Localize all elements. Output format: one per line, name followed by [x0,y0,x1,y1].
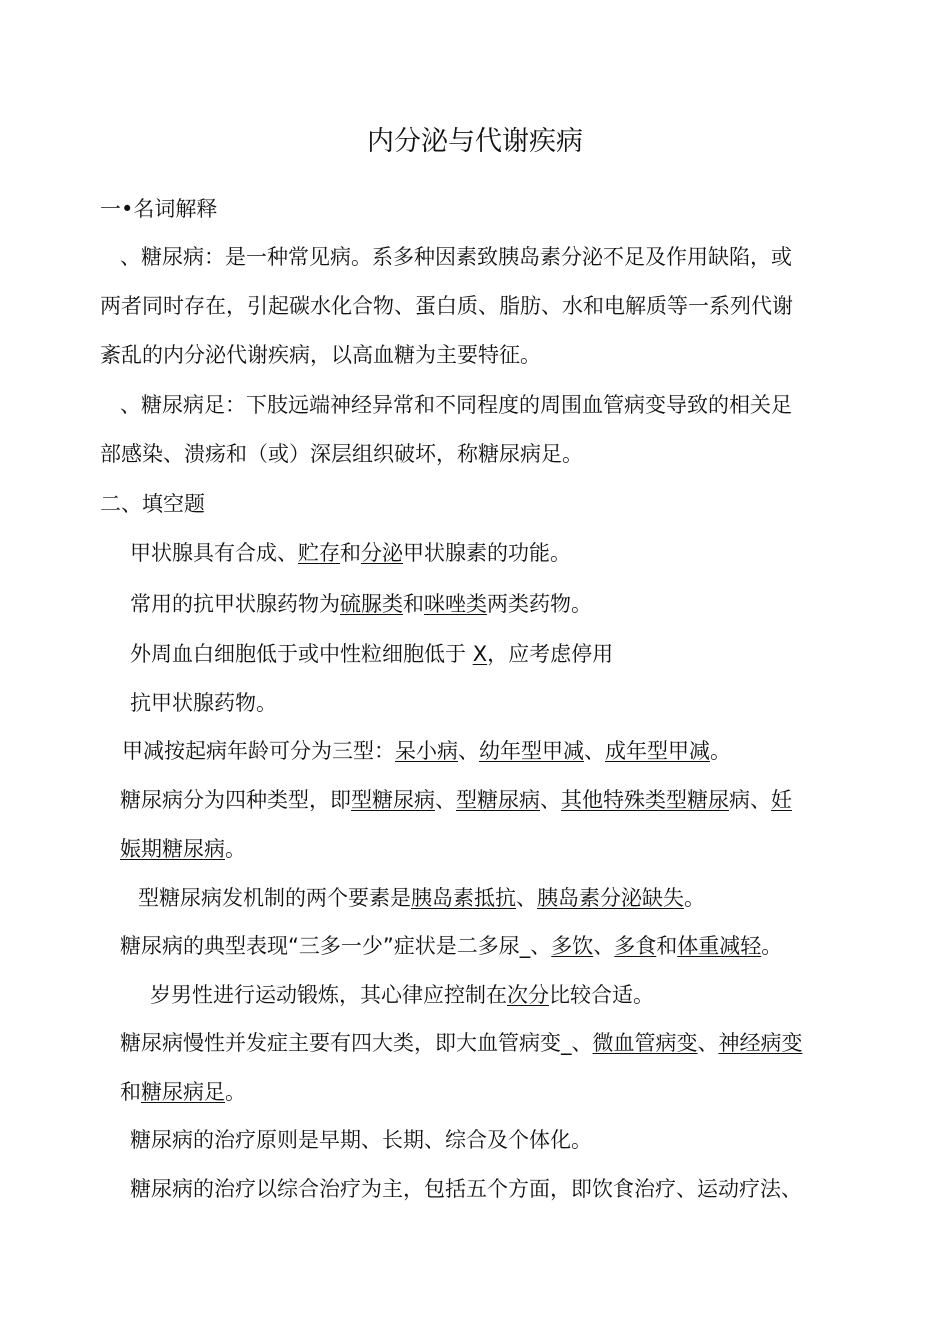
answer-blank: 贮存 [298,541,340,565]
section-heading-definitions: 一•名词解释 [100,197,218,221]
definition-diabetes-line-3: 紊乱的内分泌代谢疾病，以高血糖为主要特征。 [100,343,541,367]
answer-blank: X [472,642,488,666]
question-3-line-2: 抗甲状腺药物。 [130,691,277,715]
answer-blank: 呆小病 [395,739,458,763]
answer-blank: 体重减轻 [677,934,762,958]
page-title: 内分泌与代谢疾病 [367,126,583,157]
definition-diabetes-line-2: 两者同时存在，引起碳水化合物、蛋白质、脂肪、水和电解质等一系列代谢 [100,294,793,318]
question-9-line-1: 糖尿病慢性并发症主要有四大类，即大血管病变_、微血管病变、神经病变 [120,1031,803,1055]
answer-blank: 胰岛素分泌缺失 [537,886,684,910]
definition-diabetic-foot-line-1: 、糖尿病足：下肢远端神经异常和不同程度的周围血管病变导致的相关足 [120,393,792,417]
answer-blank: 多食 [614,934,657,958]
section-heading-fill-blank: 二、填空题 [100,492,205,516]
answer-blank: 硫脲类 [340,592,403,616]
question-10: 糖尿病的治疗原则是早期、长期、综合及个体化。 [130,1128,592,1152]
question-9-line-2: 和糖尿病足。 [120,1080,246,1104]
answer-blank: 成年型甲减 [605,739,710,763]
question-1: 甲状腺具有合成、贮存和分泌甲状腺素的功能。 [130,541,571,565]
answer-blank: 咪唑类 [424,592,487,616]
answer-blank: 型糖尿病 [456,788,540,812]
question-2: 常用的抗甲状腺药物为硫脲类和咪唑类两类药物。 [130,592,592,616]
answer-blank: 微血管病变 [592,1031,698,1055]
answer-blank: 胰岛素抵抗 [411,886,516,910]
question-8: 岁男性进行运动锻炼，其心律应控制在次分比较合适。 [150,983,654,1007]
answer-blank: 型糖尿病 [351,788,435,812]
question-5-line-1: 糖尿病分为四种类型，即型糖尿病、型糖尿病、其他特殊类型糖尿病、妊 [120,788,792,812]
definition-diabetes-line-1: 、糖尿病：是一种常见病。系多种因素致胰岛素分泌不足及作用缺陷，或 [120,245,792,269]
answer-blank: 其他特殊类型糖尿 [561,788,729,812]
answer-blank: 糖尿病足 [141,1080,225,1104]
question-6: 型糖尿病发机制的两个要素是胰岛素抵抗、胰岛素分泌缺失。 [138,886,705,910]
answer-blank: 幼年型甲减 [479,739,584,763]
answer-blank: 娠期糖尿病 [120,837,225,861]
question-7: 糖尿病的典型表现“三多一少”症状是二多尿_、多饮、多食和体重减轻。 [120,934,783,958]
answer-blank: 妊 [771,788,792,812]
question-3-line-1: 外周血白细胞低于或中性粒细胞低于 X，应考虑停用 [130,642,614,666]
question-4: 甲减按起病年龄可分为三型：呆小病、幼年型甲减、成年型甲减。 [122,739,731,763]
answer-blank: 神经病变 [718,1031,803,1055]
question-5-line-2: 娠期糖尿病。 [120,837,246,861]
definition-diabetic-foot-line-2: 部感染、溃疡和（或）深层组织破坏，称糖尿病足。 [100,442,583,466]
question-11: 糖尿病的治疗以综合治疗为主，包括五个方面，即饮食治疗、运动疗法、 [130,1177,802,1201]
answer-blank: 分泌 [361,541,403,565]
answer-blank: 多饮 [551,934,594,958]
answer-blank: 次分 [507,983,549,1007]
